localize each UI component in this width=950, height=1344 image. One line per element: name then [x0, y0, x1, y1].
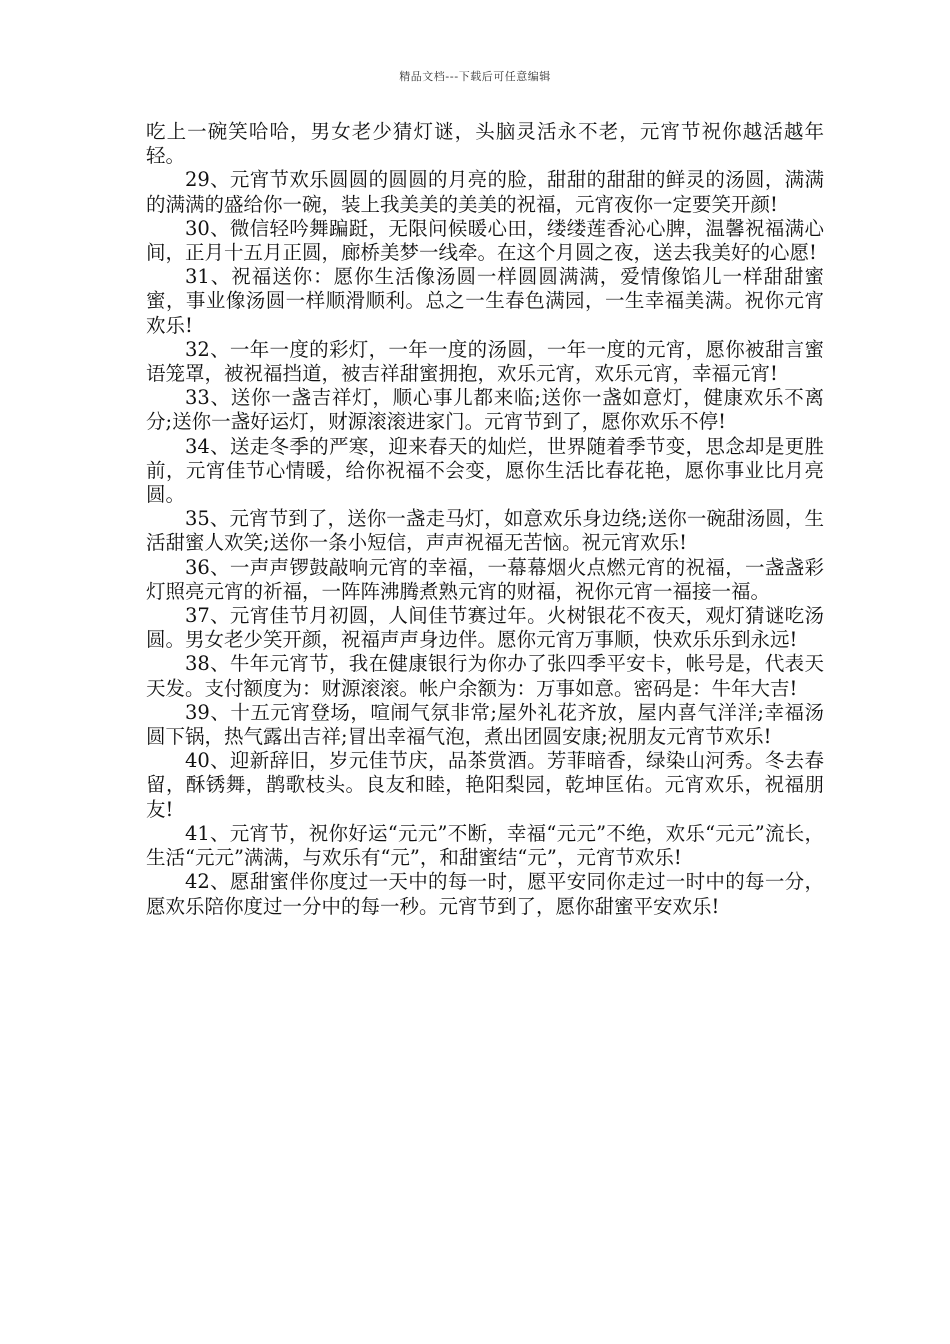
- paragraph-31: 31、祝福送你：愿你生活像汤圆一样圆圆满满，爱情像馅儿一样甜甜蜜蜜，事业像汤圆一样顺滑顺利。总之一生春色满园，一生幸福美满。祝你元宵欢乐!: [146, 265, 824, 337]
- paragraph-42: 42、愿甜蜜伴你度过一天中的每一时，愿平安同你走过一时中的每一分，愿欢乐陪你度过一分中的每一秒。元宵节到了，愿你甜蜜平安欢乐!: [146, 870, 824, 918]
- paragraph-30: 30、微信轻吟舞蹁跹，无限问候暖心田，缕缕莲香沁心脾，温馨祝福满心间，正月十五月正圆，廊桥美梦一线牵。在这个月圆之夜，送去我美好的心愿!: [146, 216, 824, 265]
- paragraph-32: 32、一年一度的彩灯，一年一度的汤圆，一年一度的元宵，愿你被甜言蜜语笼罩，被祝福挡道，被吉祥甜蜜拥抱，欢乐元宵，欢乐元宵，幸福元宵!: [146, 337, 824, 386]
- paragraph-38: 38、牛年元宵节，我在健康银行为你办了张四季平安卡，帐号是，代表天天发。支付额度为：财源滚滚。帐户余额为：万事如意。密码是：牛年大吉!: [146, 652, 824, 700]
- paragraph-39: 39、十五元宵登场，喧闹气氛非常;屋外礼花齐放，屋内喜气洋洋;幸福汤圆下锅，热气露出吉祥;冒出幸福气泡，煮出团圆安康;祝朋友元宵节欢乐!: [146, 700, 824, 749]
- paragraph-41: 41、元宵节，祝你好运“元元”不断，幸福“元元”不绝，欢乐“元元”流长，生活“元元”满满，与欢乐有“元”，和甜蜜结“元”，元宵节欢乐!: [146, 821, 824, 870]
- paragraph-35: 35、元宵节到了，送你一盏走马灯，如意欢乐身边绕;送你一碗甜汤圆，生活甜蜜人欢笑;送你一条小短信，声声祝福无苦恼。祝元宵欢乐!: [146, 507, 824, 555]
- paragraph-33: 33、送你一盏吉祥灯，顺心事儿都来临;送你一盏如意灯，健康欢乐不离分;送你一盏好运灯，财源滚滚进家门。元宵节到了，愿你欢乐不停!: [146, 386, 824, 434]
- paragraph-continuation: 吃上一碗笑哈哈，男女老少猜灯谜，头脑灵活永不老，元宵节祝你越活越年轻。: [146, 120, 824, 168]
- paragraph-34: 34、送走冬季的严寒，迎来春天的灿烂，世界随着季节变，思念却是更胜前，元宵佳节心情暖，给你祝福不会变，愿你生活比春花艳，愿你事业比月亮圆。: [146, 434, 824, 507]
- paragraph-40: 40、迎新辞旧，岁元佳节庆，品茶赏酒。芳菲暗香，绿染山河秀。冬去春留，酥锈舞，鹊歌枝头。良友和睦，艳阳梨园，乾坤匡佑。元宵欢乐，祝福朋友!: [146, 749, 824, 821]
- paragraph-29: 29、元宵节欢乐圆圆的圆圆的月亮的脸，甜甜的甜甜的鲜灵的汤圆，满满的满满的盛给你一碗，装上我美美的美美的祝福，元宵夜你一定要笑开颜!: [146, 168, 824, 216]
- paragraph-36: 36、一声声锣鼓敲响元宵的幸福，一幕幕烟火点燃元宵的祝福，一盏盏彩灯照亮元宵的祈福，一阵阵沸腾煮熟元宵的财福，祝你元宵一福接一福。: [146, 555, 824, 603]
- document-body: [146, 120, 824, 919]
- page-header: 精品文档---下载后可任意编辑: [399, 70, 551, 83]
- paragraph-37: 37、元宵佳节月初圆，人间佳节赛过年。火树银花不夜天，观灯猜谜吃汤圆。男女老少笑开颜，祝福声声身边伴。愿你元宵万事顺，快欢乐乐到永远!: [146, 604, 824, 652]
